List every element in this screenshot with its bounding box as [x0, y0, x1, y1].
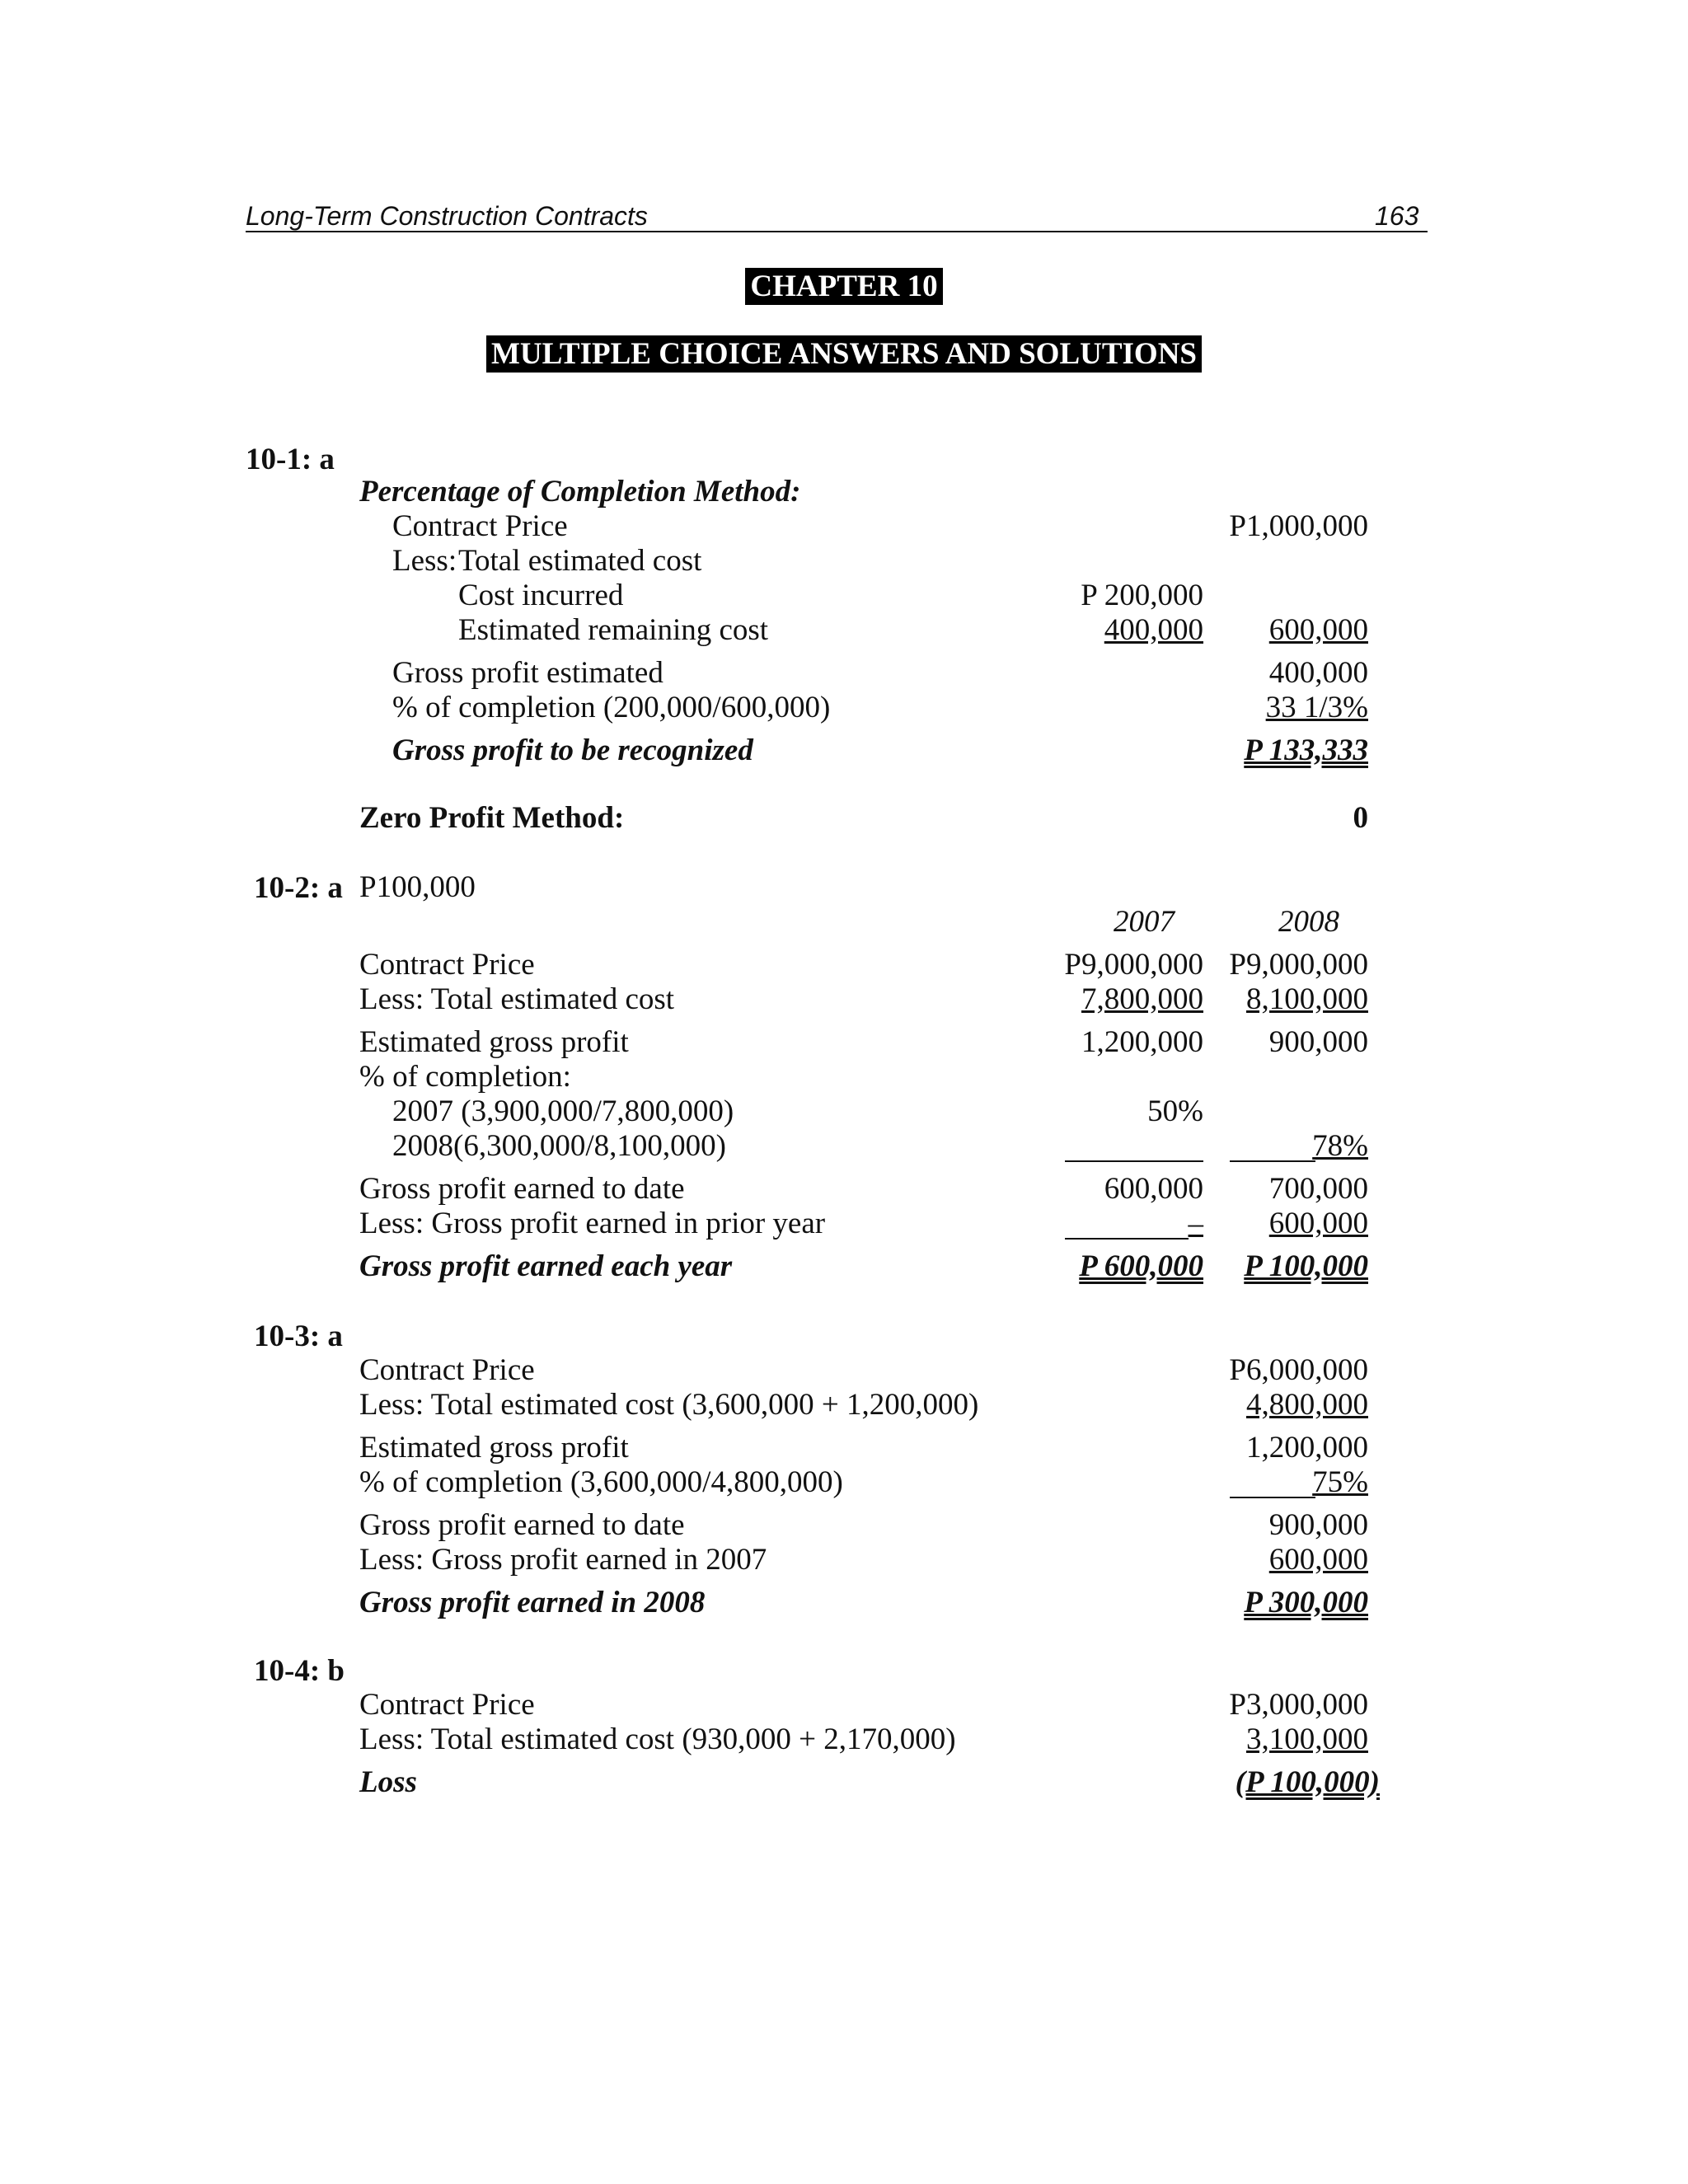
q2-contract-price-label: Contract Price	[359, 948, 535, 982]
q3-pct-label: % of completion (3,600,000/4,800,000)	[359, 1465, 843, 1499]
header-rule	[246, 231, 1428, 232]
q2-egp-2008: 900,000	[1268, 1025, 1368, 1059]
q3-total-cost-label: Less: Total estimated cost (3,600,000 + 1,200,000)	[359, 1388, 979, 1422]
q2-contract-price-2008: P9,000,000	[1229, 948, 1368, 982]
q2-gp-each-label: Gross profit earned each year	[359, 1249, 733, 1283]
q4-loss-value: (P 100,000)	[1235, 1765, 1380, 1799]
q3-gp-to-date-value: 900,000	[1268, 1508, 1368, 1542]
q4-contract-price-value: P3,000,000	[1229, 1688, 1368, 1722]
question-label-10-3: 10-3: a	[254, 1319, 343, 1353]
q1-contract-price-label: Contract Price	[392, 509, 568, 543]
zero-profit-value: 0	[1353, 801, 1368, 835]
page-number: 163	[1375, 201, 1419, 231]
q3-contract-price-value: P6,000,000	[1229, 1353, 1368, 1387]
q2-year-2008: 2008	[1278, 905, 1339, 939]
q3-contract-price-label: Contract Price	[359, 1353, 535, 1387]
q1-est-remaining-value: 400,000	[1104, 613, 1203, 647]
q2-gp-each-2008: P 100,000	[1244, 1249, 1368, 1283]
question-label-10-1: 10-1: a	[246, 443, 335, 476]
q3-egp-value: 1,200,000	[1246, 1431, 1368, 1465]
q2-answer: P100,000	[359, 870, 476, 904]
zero-profit-heading: Zero Profit Method:	[359, 801, 625, 835]
q2-gp-prior-label: Less: Gross profit earned in prior year	[359, 1207, 826, 1240]
q3-gp-2007-value: 600,000	[1268, 1543, 1368, 1577]
q1-gp-recognized-value: P 133,333	[1244, 733, 1368, 767]
q2-total-cost-label: Less: Total estimated cost	[359, 982, 675, 1016]
q2-pct-2008-value: 78%	[1312, 1129, 1368, 1163]
q1-total-cost-value: 600,000	[1268, 613, 1368, 647]
q2-gp-to-date-2007: 600,000	[1104, 1172, 1203, 1206]
chapter-title-wrap	[0, 269, 1688, 304]
q2-year-2007: 2007	[1114, 905, 1175, 939]
running-header-title: Long-Term Construction Contracts	[246, 201, 648, 231]
q1-contract-price-value: P1,000,000	[1229, 509, 1368, 543]
q1-less-label: Less:	[392, 544, 457, 578]
q1-pct-value: 33 1/3%	[1265, 691, 1368, 724]
q2-egp-label: Estimated gross profit	[359, 1025, 629, 1059]
q4-total-cost-label: Less: Total estimated cost (930,000 + 2,170,000)	[359, 1722, 956, 1756]
q2-pct-2008-label: 2008(6,300,000/8,100,000)	[392, 1129, 726, 1163]
q2-total-cost-2008: 8,100,000	[1246, 982, 1368, 1016]
q2-gp-each-2007: P 600,000	[1079, 1249, 1203, 1283]
q3-egp-label: Estimated gross profit	[359, 1431, 629, 1465]
chapter-title: CHAPTER 10	[745, 268, 942, 305]
q2-gp-prior-2007: –	[1188, 1207, 1203, 1240]
q1-est-remaining-label: Estimated remaining cost	[458, 613, 769, 647]
q2-gp-prior-2007-rule	[1065, 1236, 1189, 1240]
q4-loss-label: Loss	[359, 1765, 417, 1799]
section-title: MULTIPLE CHOICE ANSWERS AND SOLUTIONS	[486, 335, 1202, 373]
q3-total-cost-value: 4,800,000	[1246, 1388, 1368, 1422]
q3-gp-2008-label: Gross profit earned in 2008	[359, 1586, 706, 1619]
question-label-10-2: 10-2: a	[254, 871, 343, 905]
q2-egp-2007: 1,200,000	[1081, 1025, 1203, 1059]
q3-gp-2008-value: P 300,000	[1244, 1586, 1368, 1619]
q2-total-cost-2007: 7,800,000	[1081, 982, 1203, 1016]
q1-total-est-cost-label: Total estimated cost	[458, 544, 702, 578]
q1-cost-incurred-label: Cost incurred	[458, 579, 624, 612]
q1-gp-recognized-label: Gross profit to be recognized	[392, 733, 753, 767]
q2-gp-to-date-label: Gross profit earned to date	[359, 1172, 685, 1206]
q2-pct-2007-label: 2007 (3,900,000/7,800,000)	[392, 1094, 734, 1128]
q4-contract-price-label: Contract Price	[359, 1688, 535, 1722]
q3-gp-2007-label: Less: Gross profit earned in 2007	[359, 1543, 767, 1577]
q2-pct-2008-lead-rule	[1230, 1159, 1315, 1162]
q1-gp-estimated-label: Gross profit estimated	[392, 656, 663, 690]
q2-pct-2007-value: 50%	[1147, 1094, 1203, 1128]
q1-pct-label: % of completion (200,000/600,000)	[392, 691, 831, 724]
q2-pct-2007-blank-rule	[1065, 1159, 1203, 1162]
question-label-10-4: 10-4: b	[254, 1654, 345, 1688]
q2-contract-price-2007: P9,000,000	[1064, 948, 1203, 982]
q3-gp-to-date-label: Gross profit earned to date	[359, 1508, 685, 1542]
section-title-wrap	[0, 336, 1688, 372]
q4-total-cost-value: 3,100,000	[1246, 1722, 1368, 1756]
poc-method-heading: Percentage of Completion Method:	[359, 475, 801, 509]
q3-pct-value: 75%	[1312, 1465, 1368, 1499]
q1-cost-incurred-value: P 200,000	[1081, 579, 1203, 612]
q2-gp-prior-2008: 600,000	[1268, 1207, 1368, 1240]
q1-gp-estimated-value: 400,000	[1268, 656, 1368, 690]
q2-pct-heading: % of completion:	[359, 1060, 571, 1094]
q3-pct-lead-rule	[1230, 1495, 1315, 1498]
q2-gp-to-date-2008: 700,000	[1268, 1172, 1368, 1206]
